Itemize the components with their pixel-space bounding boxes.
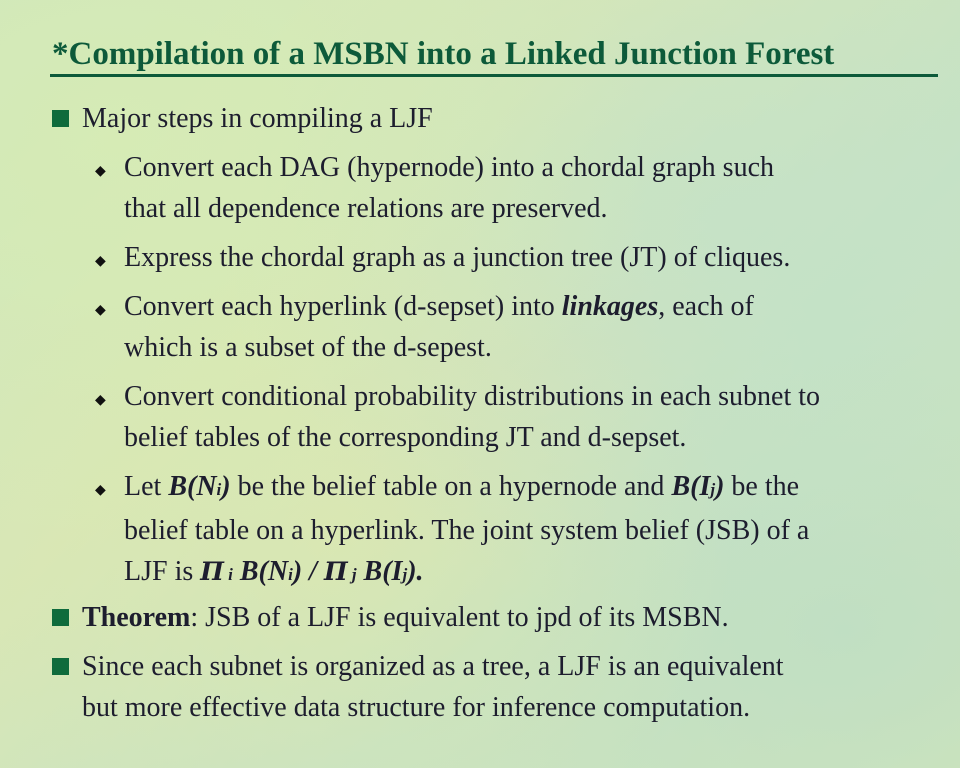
sub-bullet-express-jt xyxy=(124,237,790,278)
sub-bullet-convert-hyperlink xyxy=(124,286,754,368)
bullet-text: Major steps in compiling a LJF xyxy=(82,103,433,134)
bullet-subnet-tree xyxy=(82,646,784,728)
product-symbol: Π xyxy=(323,557,348,586)
formula-part: B(N xyxy=(168,471,217,502)
bullet-line: Since each subnet is organized as a tree, a LJF is an equivalent xyxy=(82,651,784,682)
bullet-theorem xyxy=(82,597,729,638)
sub-bullet-line xyxy=(124,286,754,327)
formula-part: ) / xyxy=(292,556,324,587)
diamond-bullet-icon: ◆ xyxy=(95,164,106,179)
formula-part: B(I xyxy=(356,556,403,587)
formula-part: ) xyxy=(715,471,725,502)
text-run: , each of xyxy=(658,291,754,322)
bullet-text: : JSB of a LJF is equivalent to jpd of its MSBN. xyxy=(190,602,729,633)
formula-subscript: i xyxy=(223,565,233,584)
formula-subscript: i xyxy=(288,565,293,584)
sub-bullet-line: belief table on a hyperlink. The joint system belief (JSB) of a xyxy=(124,515,810,546)
sub-bullet-line: Express the chordal graph as a junction tree (JT) of cliques. xyxy=(124,242,791,273)
sub-bullet-line: which is a subset of the d-sepest. xyxy=(124,332,492,363)
diamond-bullet-icon: ◆ xyxy=(95,393,106,408)
sub-bullet-line: that all dependence relations are preserved. xyxy=(124,193,608,224)
bullet-line: but more effective data structure for inference computation. xyxy=(82,692,751,723)
emphasis-linkages: linkages xyxy=(561,291,659,322)
text-run: LJF is xyxy=(124,556,201,587)
sub-bullet-convert-cpd xyxy=(124,376,820,458)
square-bullet-icon xyxy=(52,658,69,675)
formula-jsb xyxy=(200,556,423,587)
square-bullet-icon xyxy=(52,110,69,127)
diamond-bullet-icon: ◆ xyxy=(95,303,106,318)
sub-bullet-line: Convert each DAG (hypernode) into a chordal graph such xyxy=(124,152,775,183)
sub-bullet-joint-belief xyxy=(124,466,809,595)
formula-part: ) xyxy=(221,471,231,502)
product-symbol: Π xyxy=(200,557,224,586)
diamond-bullet-icon: ◆ xyxy=(95,254,106,269)
formula-part: B(I xyxy=(671,471,711,502)
square-bullet-icon xyxy=(52,609,69,626)
text-run: Convert each hyperlink (d-sepset) into xyxy=(124,291,562,322)
sub-bullet-line xyxy=(124,466,809,510)
formula-subscript: i xyxy=(216,480,222,499)
sub-bullet-convert-dag xyxy=(124,147,774,229)
formula-subscript: j xyxy=(710,480,716,499)
formula-subscript: j xyxy=(402,565,408,584)
theorem-label: Theorem xyxy=(82,602,191,633)
formula-part: B(N xyxy=(232,556,289,587)
sub-bullet-line xyxy=(124,551,809,595)
slide-title: *Compilation of a MSBN into a Linked Junction Forest xyxy=(52,36,835,72)
diamond-bullet-icon: ◆ xyxy=(95,483,106,498)
formula-b-ni xyxy=(168,471,230,502)
formula-b-ij xyxy=(671,471,724,502)
text-run: Let xyxy=(124,471,169,502)
sub-bullet-line: belief tables of the corresponding JT and d-sepset. xyxy=(124,422,687,453)
formula-subscript: j xyxy=(347,565,357,584)
bullet-major-steps xyxy=(82,98,433,139)
sub-bullet-line: Convert conditional probability distributions in each subnet to xyxy=(124,381,821,412)
text-run: be the xyxy=(724,471,800,502)
formula-part: ). xyxy=(407,556,424,587)
text-run: be the belief table on a hypernode and xyxy=(230,471,672,502)
